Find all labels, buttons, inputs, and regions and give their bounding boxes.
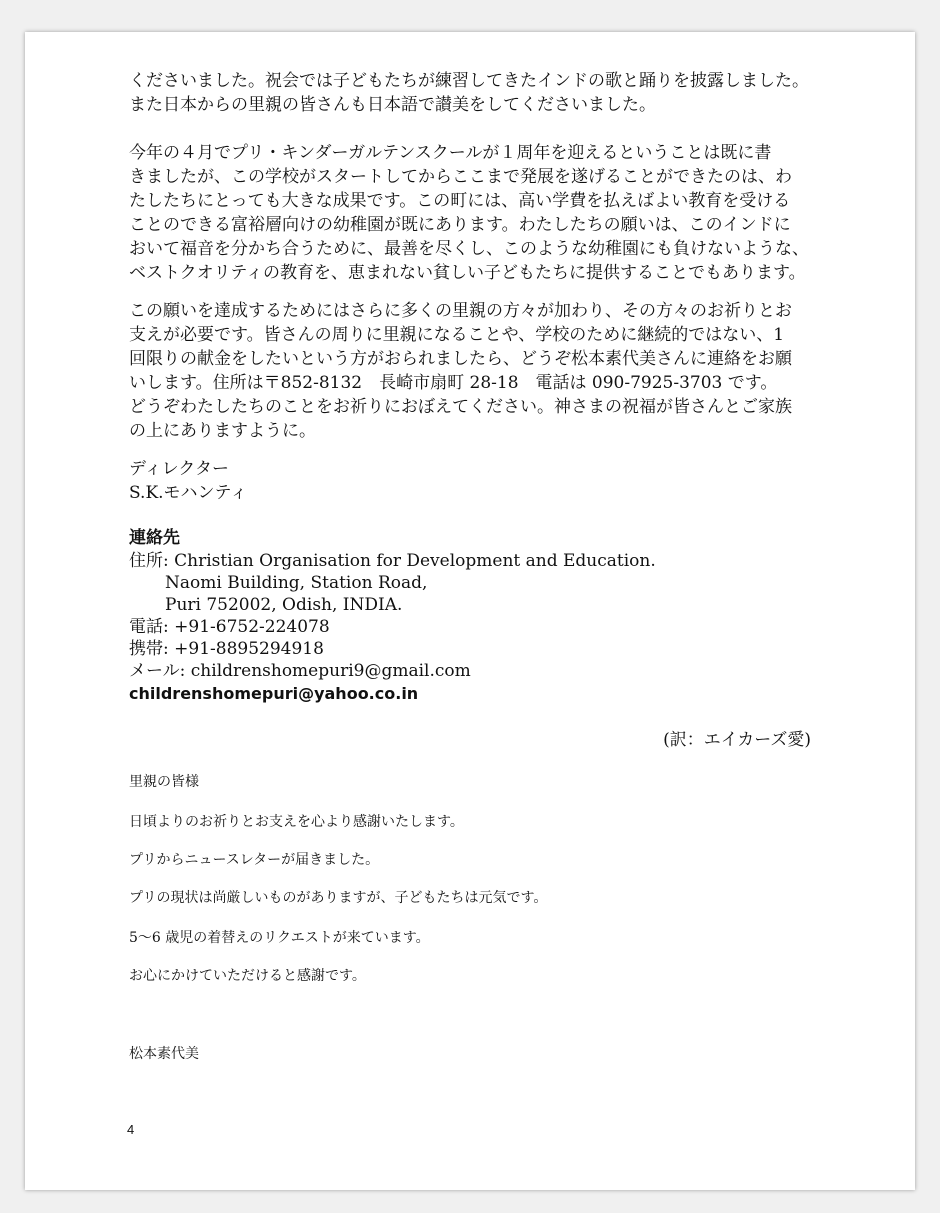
contact-mobile: 携帯: +91-8895294918 <box>129 639 324 659</box>
contact-address-line: Puri 752002, Odish, INDIA. <box>165 595 403 615</box>
body-line: また日本からの里親の皆さんも日本語で讃美をしてくださいました。 <box>129 95 656 115</box>
note-line: お心にかけていただけると感謝です。 <box>129 968 366 984</box>
contact-address-line: 住所: Christian Organisation for Development and Education. <box>129 551 656 571</box>
signature-name: S.K.モハンティ <box>129 483 248 503</box>
body-line: いします。住所は〒852-8132 長崎市扇町 28-18 電話は 090-7925-3703 です。 <box>129 373 778 393</box>
contact-heading: 連絡先 <box>129 528 180 548</box>
signature-title: ディレクター <box>129 459 229 479</box>
contact-address-line: Naomi Building, Station Road, <box>165 573 428 593</box>
body-line: たしたちにとっても大きな成果です。この町には、高い学費を払えばよい教育を受ける <box>129 191 791 211</box>
note-salutation: 里親の皆様 <box>129 774 199 790</box>
contact-email-secondary: childrenshomepuri@yahoo.co.in <box>129 684 419 703</box>
note-line: 日頃よりのお祈りとお支えを心より感謝いたします。 <box>129 814 464 830</box>
body-line: の上にありますように。 <box>129 421 316 441</box>
translator-credit: (訳：エイカーズ愛) <box>663 730 811 750</box>
body-line: どうぞわたしたちのことをお祈りにおぼえてください。神さまの祝福が皆さんとご家族 <box>129 397 792 417</box>
body-line: 支えが必要です。皆さんの周りに里親になることや、学校のために継続的ではない、1 <box>129 325 785 345</box>
body-line: きましたが、この学校がスタートしてからここまで発展を遂げることができたのは、わ <box>129 167 792 187</box>
note-line: 5～6 歳児の着替えのリクエストが来ています。 <box>129 930 430 946</box>
contact-phone: 電話: +91-6752-224078 <box>129 617 330 637</box>
body-line: おいて福音を分かち合うために、最善を尽くし、このような幼稚園にも負けないような、 <box>129 239 809 259</box>
document-page <box>25 32 915 1190</box>
body-line: ことのできる富裕層向けの幼稚園が既にあります。わたしたちの願いは、このインドに <box>129 215 791 235</box>
note-line: プリからニュースレターが届きました。 <box>129 852 380 868</box>
note-signer: 松本素代美 <box>129 1046 199 1062</box>
page-number: 4 <box>127 1122 135 1137</box>
contact-email: メール: childrenshomepuri9@gmail.com <box>129 661 471 681</box>
body-line: 回限りの献金をしたいという方がおられましたら、どうぞ松本素代美さんに連絡をお願 <box>129 349 792 369</box>
body-line: 今年の４月でプリ・キンダーガルテンスクールが１周年を迎えるということは既に書 <box>129 143 772 163</box>
body-line: この願いを達成するためにはさらに多くの里親の方々が加わり、その方々のお祈りとお <box>129 301 792 321</box>
note-line: プリの現状は尚厳しいものがありますが、子どもたちは元気です。 <box>129 890 548 906</box>
body-line: くださいました。祝会では子どもたちが練習してきたインドの歌と踊りを披露しました。 <box>129 71 809 91</box>
body-line: ベストクオリティの教育を、恵まれない貧しい子どもたちに提供することでもあります。 <box>129 263 806 283</box>
